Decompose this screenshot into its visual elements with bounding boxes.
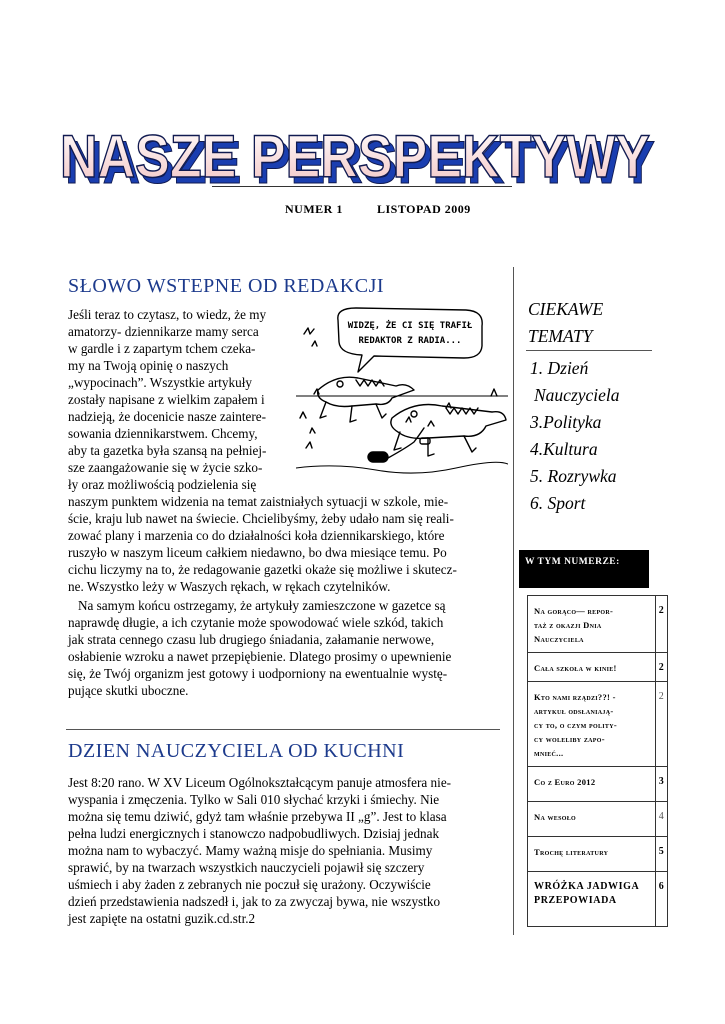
toc-page: 6 <box>656 872 668 927</box>
topics-list <box>530 355 620 517</box>
toc-line: WRÓŻKA JADWIGA <box>534 881 640 892</box>
toc-header: W TYM NUMERZE: <box>519 550 649 588</box>
masthead-logo <box>50 108 670 194</box>
text-line: sowania dziennikarstwem. Chcemy, <box>68 426 258 441</box>
text-line: ruszyło w naszym liceum całkiem niedawno, bo dwa miesiące temu. Po <box>68 545 447 560</box>
topic-item: 3.Polityka <box>530 412 602 432</box>
text-line: jak strata cennego czasu lub drugiego śniadania, załamanie nerwowe, <box>68 632 435 647</box>
toc-row[interactable] <box>528 682 668 767</box>
toc-line: Trochę literatury <box>534 847 609 857</box>
toc-line: PRZEPOWIADA <box>534 895 617 906</box>
toc-entry <box>528 767 656 802</box>
text-line: można nam to wybaczyć. Mamy ważną misje do spełniania. Musimy <box>68 843 433 858</box>
article1-wrap-text <box>68 306 294 493</box>
topic-item: 6. Sport <box>530 493 586 513</box>
text-line: pujące skutki uboczne. <box>68 683 189 698</box>
toc-line: mnieć... <box>534 748 564 758</box>
article-divider <box>66 729 500 730</box>
microphone-icon <box>368 452 388 462</box>
toc-row[interactable] <box>528 767 668 802</box>
article2-text <box>68 774 500 927</box>
article1-full-text <box>68 493 500 595</box>
text-line: sprawić, by na twarzach wszystkich nauczycieli pojawił się szczery <box>68 860 425 875</box>
topic-item: 4.Kultura <box>530 439 598 459</box>
text-line: się, że Twój organizm jest gotowy i uodporniony na ewentualnie wystę- <box>68 666 448 681</box>
issue-date: LISTOPAD 2009 <box>377 202 471 216</box>
toc-entry <box>528 837 656 872</box>
text-line: amatorzy- dziennikarze mamy serca <box>68 324 259 339</box>
article2-title: DZIEN NAUCZYCIELA OD KUCHNI <box>68 740 405 762</box>
toc-page: 4 <box>656 802 668 837</box>
toc-row[interactable] <box>528 837 668 872</box>
masthead-shadow: NASZE PERSPEKTYWY <box>65 129 655 194</box>
text-line: ście, kraju lub nawet na świecie. Chcielibyśmy, żeby udało nam się reali- <box>68 511 454 526</box>
toc-row[interactable] <box>528 653 668 682</box>
toc-entry <box>528 653 656 682</box>
toc-entry <box>528 872 656 927</box>
text-line: cichu liczymy na to, że redagowanie gazetki okaże się możliwe i skutecz- <box>68 562 457 577</box>
text-line: pełna ludzi energicznych i stanowczo nadpobudliwych. Dzisiaj jednak <box>68 826 440 841</box>
toc-entry <box>528 802 656 837</box>
speech-line-2: REDAKTOR Z RADIA... <box>358 336 462 346</box>
article1-title: SŁOWO WSTEPNE OD REDAKCJI <box>68 275 385 297</box>
toc-line: artykuł odsłaniają- <box>534 706 614 716</box>
toc-row[interactable] <box>528 872 668 927</box>
toc-page: 2 <box>656 596 668 653</box>
text-line: naprawdę długie, a ich czytanie może spowodować wiele szkód, takich <box>68 615 444 630</box>
text-line: Jeśli teraz to czytasz, to wiedz, że my <box>68 307 267 322</box>
toc-entry <box>528 596 656 653</box>
toc-entry <box>528 682 656 767</box>
right-crocodile <box>391 405 506 439</box>
toc-page: 2 <box>656 653 668 682</box>
sidebar-heading-rule <box>526 350 652 351</box>
toc-line: Na gorąco— repor- <box>534 606 614 616</box>
toc-line: cy woleliby zapo- <box>534 734 605 744</box>
text-line: dzień przedstawienia nadszedł i, jak to za zwyczaj bywa, nie wszystko <box>68 894 441 909</box>
sidebar-border <box>513 267 514 935</box>
toc-page: 2 <box>656 682 668 767</box>
text-line: osłabienie wzroku a nawet przepiębienie. Dlatego prosimy o upewnienie <box>68 649 452 664</box>
toc-line: cy to, o czym polity- <box>534 720 617 730</box>
topic-item: 1. Dzień <box>530 358 589 378</box>
masthead-rule <box>212 186 512 187</box>
text-line: zostały napisane z wielkim zapałem i <box>68 392 265 407</box>
toc-page: 5 <box>656 837 668 872</box>
text-line: uśmiech i aby żaden z zebranych nie poczuł się urażony. Oczywiście <box>68 877 431 892</box>
toc-line: Nauczyciela <box>534 634 584 644</box>
toc-line: Kto nami rządzi??! - <box>534 692 616 702</box>
speech-line-1: WIDZĘ, ŻE CI SIĘ TRAFIŁ <box>347 321 473 331</box>
text-line: ły oraz możliwością podzielenia się <box>68 477 257 492</box>
text-line: w gardle i z zapartym tchem czeka- <box>68 341 256 356</box>
toc-line: Na wesoło <box>534 812 576 822</box>
table-of-contents <box>527 595 668 927</box>
toc-page: 3 <box>656 767 668 802</box>
masthead-title: NASZE PERSPEKTYWY <box>60 123 650 190</box>
text-line: zować plany i marzenia co do działalności koła dziennikarskiego, które <box>68 528 445 543</box>
text-line: aby ta gazetka była szansą na pełniej- <box>68 443 267 458</box>
sidebar-heading-line1: CIEKAWE <box>528 299 604 319</box>
text-line: Na samym końcu ostrzegamy, że artykuły zamieszczone w gazetce są <box>78 598 446 613</box>
text-line: Jest 8:20 rano. W XV Liceum Ogólnokształcącym panuje atmosfera nie- <box>68 775 452 790</box>
sidebar-heading-line2: TEMATY <box>528 326 593 346</box>
issue-number: NUMER 1 <box>285 202 343 216</box>
toc-line: taż z okazji Dnia <box>534 620 602 630</box>
text-line: ne. Wszystko leży w Waszych rękach, w rękach czytelników. <box>68 579 391 594</box>
toc-line: Cała szkoła w kinie! <box>534 663 617 673</box>
article1-paragraph2 <box>68 597 500 699</box>
topic-item: Nauczyciela <box>534 385 620 405</box>
text-line: nadzieją, że docenicie nasze zaintere- <box>68 409 267 424</box>
toc-row[interactable] <box>528 802 668 837</box>
text-line: sze zaangażowanie się w życie szko- <box>68 460 263 475</box>
toc-line: Co z Euro 2012 <box>534 777 596 787</box>
toc-row[interactable] <box>528 596 668 653</box>
crocodile-cartoon <box>296 298 508 495</box>
topic-item: 5. Rozrywka <box>530 466 617 486</box>
text-line: jest zapięte na ostatni guzik.cd.str.2 <box>68 911 256 926</box>
text-line: można się temu dziwić, gdyż tam właśnie przebywa II „g”. Jest to klasa <box>68 809 447 824</box>
text-line: my na Twoją opinię o naszych <box>68 358 229 373</box>
text-line: naszym punktem widzenia na temat zaistniałych sytuacji w szkole, mie- <box>68 494 449 509</box>
text-line: „wypocinach”. Wszystkie artykuły <box>68 375 252 390</box>
text-line: wyspania i zmęczenia. Tylko w Sali 010 słychać krzyki i śmiechy. Nie <box>68 792 440 807</box>
